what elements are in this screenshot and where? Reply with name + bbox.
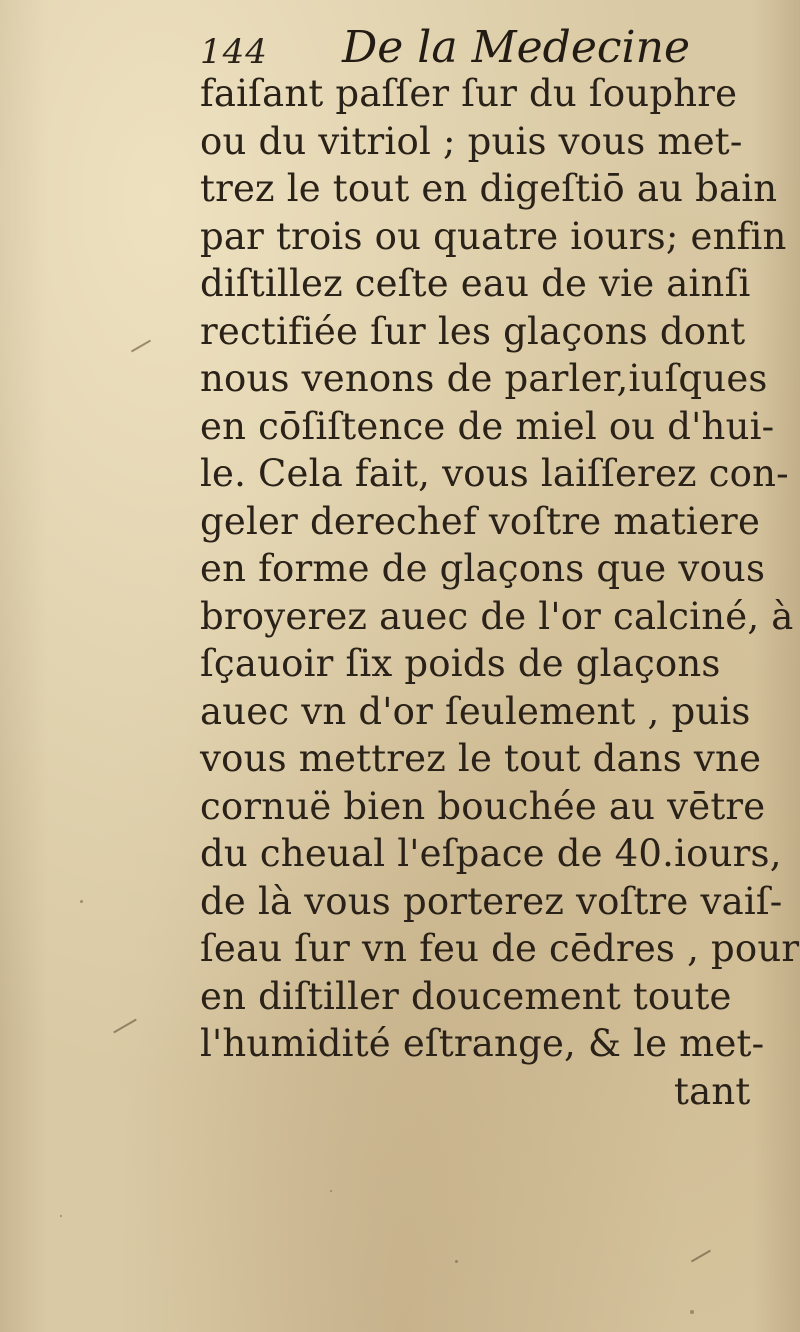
- text-line: geler derechef voſtre matiere: [200, 499, 761, 543]
- text-line: faiſant paſſer ſur du ſouphre: [200, 72, 738, 115]
- text-line: en cōſiſtence de miel ou d'hui-: [200, 404, 775, 448]
- text-line: ſeau ſur vn feu de cēdres , pour: [200, 927, 800, 970]
- paper-mark: [113, 1019, 137, 1034]
- text-line: de là vous porterez voſtre vaiſ-: [200, 879, 783, 923]
- text-line: diſtillez ceſte eau de vie ainſi: [200, 262, 751, 305]
- text-line: l'humidité eſtrange, & le met-: [200, 1022, 765, 1065]
- text-line: auec vn d'or ſeulement , puis: [200, 689, 751, 733]
- running-title: De la Medecine: [342, 22, 690, 73]
- text-line: rectifiée ſur les glaçons dont: [200, 309, 746, 353]
- page-header: [200, 14, 720, 74]
- paper-mark: [691, 1250, 711, 1263]
- page-number: 144: [200, 32, 268, 72]
- paper-speck: [330, 1190, 332, 1192]
- text-line: vous mettrez le tout dans vne: [200, 737, 762, 780]
- text-line: cornuë bien bouchée au vētre: [200, 784, 766, 828]
- text-line: en diſtiller doucement toute: [200, 974, 732, 1018]
- text-line: nous venons de parler,iuſques: [200, 357, 768, 400]
- text-line: du cheual l'eſpace de 40.iours,: [200, 832, 782, 875]
- paper-mark: [131, 340, 151, 353]
- text-line: broyerez auec de l'or calciné, à: [200, 594, 794, 638]
- paper-speck: [690, 1310, 694, 1314]
- catchword: tant: [674, 1069, 751, 1113]
- text-line: ou du vitriol ; puis vous met-: [200, 119, 743, 163]
- paper-speck: [80, 900, 83, 903]
- text-line: le. Cela fait, vous laiſſerez con-: [200, 452, 789, 495]
- paper-speck: [455, 1260, 458, 1263]
- body-text: [200, 70, 800, 1115]
- text-line: par trois ou quatre iours; enfin: [200, 214, 787, 258]
- paper-speck: [60, 1215, 62, 1217]
- text-line: ſçauoir ſix poids de glaçons: [200, 642, 721, 685]
- text-line: en forme de glaçons que vous: [200, 547, 766, 590]
- text-line: trez le tout en digeſtiō au bain: [200, 167, 778, 210]
